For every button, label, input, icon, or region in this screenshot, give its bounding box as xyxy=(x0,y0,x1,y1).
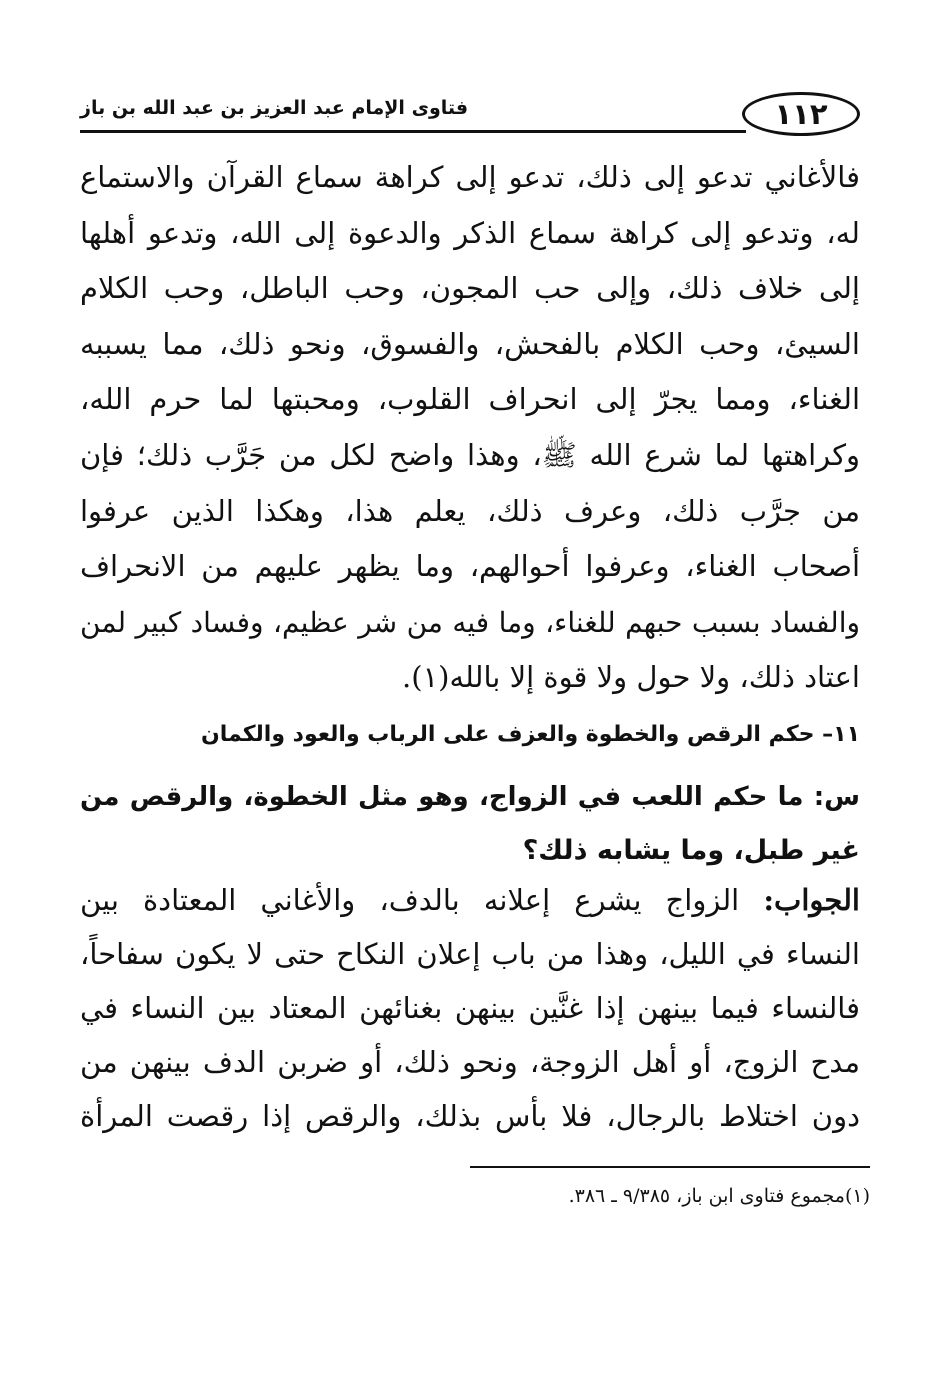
paragraph-1 xyxy=(80,150,860,706)
running-title xyxy=(80,97,742,119)
question-line: س: ما حكم اللعب في الزواج، وهو مثل الخطوة، والرقص من xyxy=(80,782,860,812)
footnote: (١)مجموع فتاوى ابن باز، ٩/٣٨٥ ـ ٣٨٦. xyxy=(568,1185,870,1207)
running-title-text: فتاوى الإمام عبد العزيز بن عبد الله بن باز xyxy=(80,97,469,119)
text-line: وكراهتها لما شرع الله ﷺ، وهذا واضح لكل من جَرَّب ذلك؛ فإن xyxy=(80,437,860,472)
question-line: غير طبل، وما يشابه ذلك؟ xyxy=(522,835,860,866)
header-rule xyxy=(80,130,746,133)
text-line: إلى خلاف ذلك، وإلى حب المجون، وحب الباطل، وحب الكلام xyxy=(80,271,860,306)
answer-label: الجواب: xyxy=(763,883,860,917)
answer xyxy=(80,873,860,1143)
answer-line: دون اختلاط بالرجال، فلا بأس بذلك، والرقص إذا رقصت المرأة xyxy=(80,1099,860,1133)
text-line: الغناء، ومما يجرّ إلى انحراف القلوب، ومحبتها لما حرم الله، xyxy=(80,382,860,417)
text-line: السيئ، وحب الكلام بالفحش، والفسوق، ونحو ذلك، مما يسببه xyxy=(80,326,860,361)
text-line: أصحاب الغناء، وعرفوا أحوالهم، وما يظهر عليهم من الانحراف xyxy=(80,549,860,584)
footnote-rule xyxy=(470,1166,870,1168)
page-number: ١١٢ xyxy=(742,92,860,136)
text-line: له، وتدعو إلى كراهة سماع الذكر والدعوة إلى الله، وتدعو أهلها xyxy=(80,215,860,250)
answer-line: فالنساء فيما بينهن إذا غنَّين بينهن بغنائهن المعتاد بين النساء في xyxy=(80,991,860,1025)
answer-first-line-text: الزواج يشرع إعلانه بالدف، والأغاني المعتادة بين xyxy=(80,883,740,917)
text-line: فالأغاني تدعو إلى ذلك، تدعو إلى كراهة سماع القرآن والاستماع xyxy=(80,160,860,194)
answer-line: مدح الزوج، أو أهل الزوجة، ونحو ذلك، أو ضربن الدف بينهن من xyxy=(80,1045,860,1079)
text-line: والفساد بسبب حبهم للغناء، وما فيه من شر عظيم، وفساد كبير لمن xyxy=(80,605,860,639)
question xyxy=(80,770,860,878)
section-heading: ١١– حكم الرقص والخطوة والعزف على الرباب والعود والكمان xyxy=(200,722,860,747)
answer-first-line xyxy=(80,873,860,927)
text-line: اعتاد ذلك، ولا حول ولا قوة إلا بالله(١). xyxy=(402,660,860,695)
text-line: من جرَّب ذلك، وعرف ذلك، يعلم هذا، وهكذا الذين عرفوا xyxy=(80,493,860,528)
answer-line: النساء في الليل، وهذا من باب إعلان النكاح حتى لا يكون سفاحاً، xyxy=(80,937,860,971)
